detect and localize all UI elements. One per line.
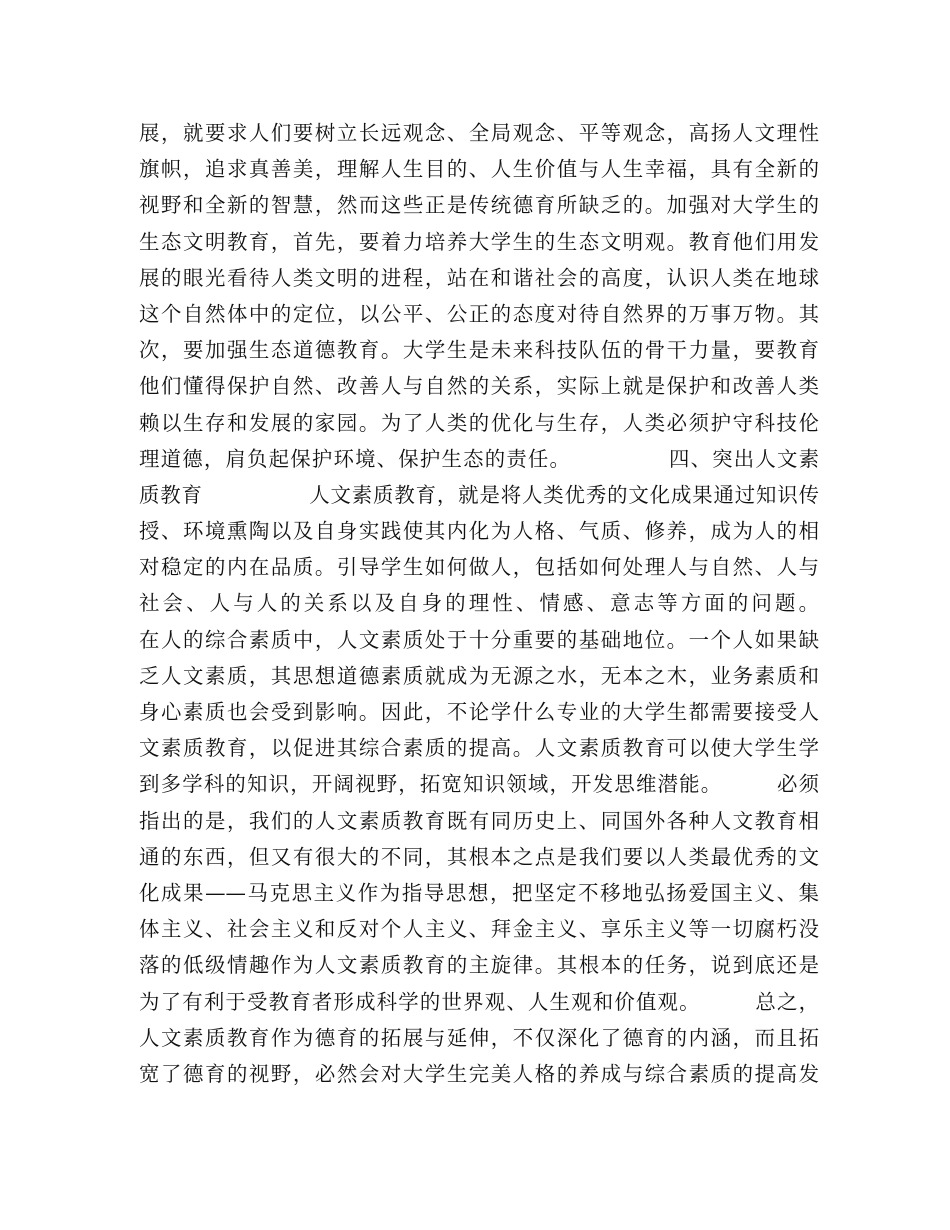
text-line: 次，要加强生态道德教育。大学生是未来科技队伍的骨干力量，要教育 [139, 338, 819, 363]
text-line: 展的眼光看待人类文明的进程，站在和谐社会的高度，认识人类在地球 [139, 265, 819, 290]
text-line: 视野和全新的智慧，然而这些正是传统德育所缺乏的。加强对大学生的 [139, 193, 819, 218]
text-line: 乏人文素质，其思想道德素质就成为无源之水，无本之木，业务素质和 [139, 663, 819, 688]
text-line: 到多学科的知识，开阔视野，拓宽知识领域，开发思维潜能。 必须 [139, 772, 819, 797]
text-line: 社会、人与人的关系以及自身的理性、情感、意志等方面的问题。 [139, 591, 819, 616]
text-line: 宽了德育的视野，必然会对大学生完美人格的养成与综合素质的提高发 [139, 1061, 819, 1086]
text-line: 对稳定的内在品质。引导学生如何做人，包括如何处理人与自然、人与 [139, 555, 819, 580]
text-line: 质教育 人文素质教育，就是将人类优秀的文化成果通过知识传 [139, 482, 819, 507]
text-line: 指出的是，我们的人文素质教育既有同历史上、同国外各种人文教育相 [139, 808, 819, 833]
text-line: 生态文明教育，首先，要着力培养大学生的生态文明观。教育他们用发 [139, 229, 819, 254]
text-line: 展，就要求人们要树立长远观念、全局观念、平等观念，高扬人文理性 [139, 121, 819, 145]
text-line: 落的低级情趣作为人文素质教育的主旋律。其根本的任务，说到底还是 [139, 953, 819, 978]
text-line: 人文素质教育作为德育的拓展与延伸，不仅深化了德育的内涵，而且拓 [139, 1025, 819, 1050]
text-line: 化成果——马克思主义作为指导思想，把坚定不移地弘扬爱国主义、集 [139, 880, 819, 905]
text-line: 赖以生存和发展的家园。为了人类的优化与生存，人类必须护守科技伦 [139, 410, 819, 435]
text-line: 通的东西，但又有很大的不同，其根本之点是我们要以人类最优秀的文 [139, 844, 819, 869]
text-line: 在人的综合素质中，人文素质处于十分重要的基础地位。一个人如果缺 [139, 627, 819, 652]
text-line: 身心素质也会受到影响。因此，不论学什么专业的大学生都需要接受人 [139, 700, 819, 724]
text-line: 体主义、社会主义和反对个人主义、拜金主义、享乐主义等一切腐朽没 [139, 917, 819, 942]
text-line: 理道德，肩负起保护环境、保护生态的责任。 四、突出人文素 [139, 446, 819, 471]
text-line: 文素质教育，以促进其综合素质的提高。人文素质教育可以使大学生学 [139, 736, 819, 761]
text-line: 他们懂得保护自然、改善人与自然的关系，实际上就是保护和改善人类 [139, 374, 819, 399]
text-line: 这个自然体中的定位，以公平、公正的态度对待自然界的万事万物。其 [139, 301, 819, 326]
text-line: 旗帜，追求真善美，理解人生目的、人生价值与人生幸福，具有全新的 [139, 157, 819, 182]
text-line: 授、环境熏陶以及自身实践使其内化为人格、气质、修养，成为人的相 [139, 519, 819, 544]
body-text [139, 115, 819, 1092]
text-line: 为了有利于受教育者形成科学的世界观、人生观和价值观。 总之， [139, 989, 819, 1014]
